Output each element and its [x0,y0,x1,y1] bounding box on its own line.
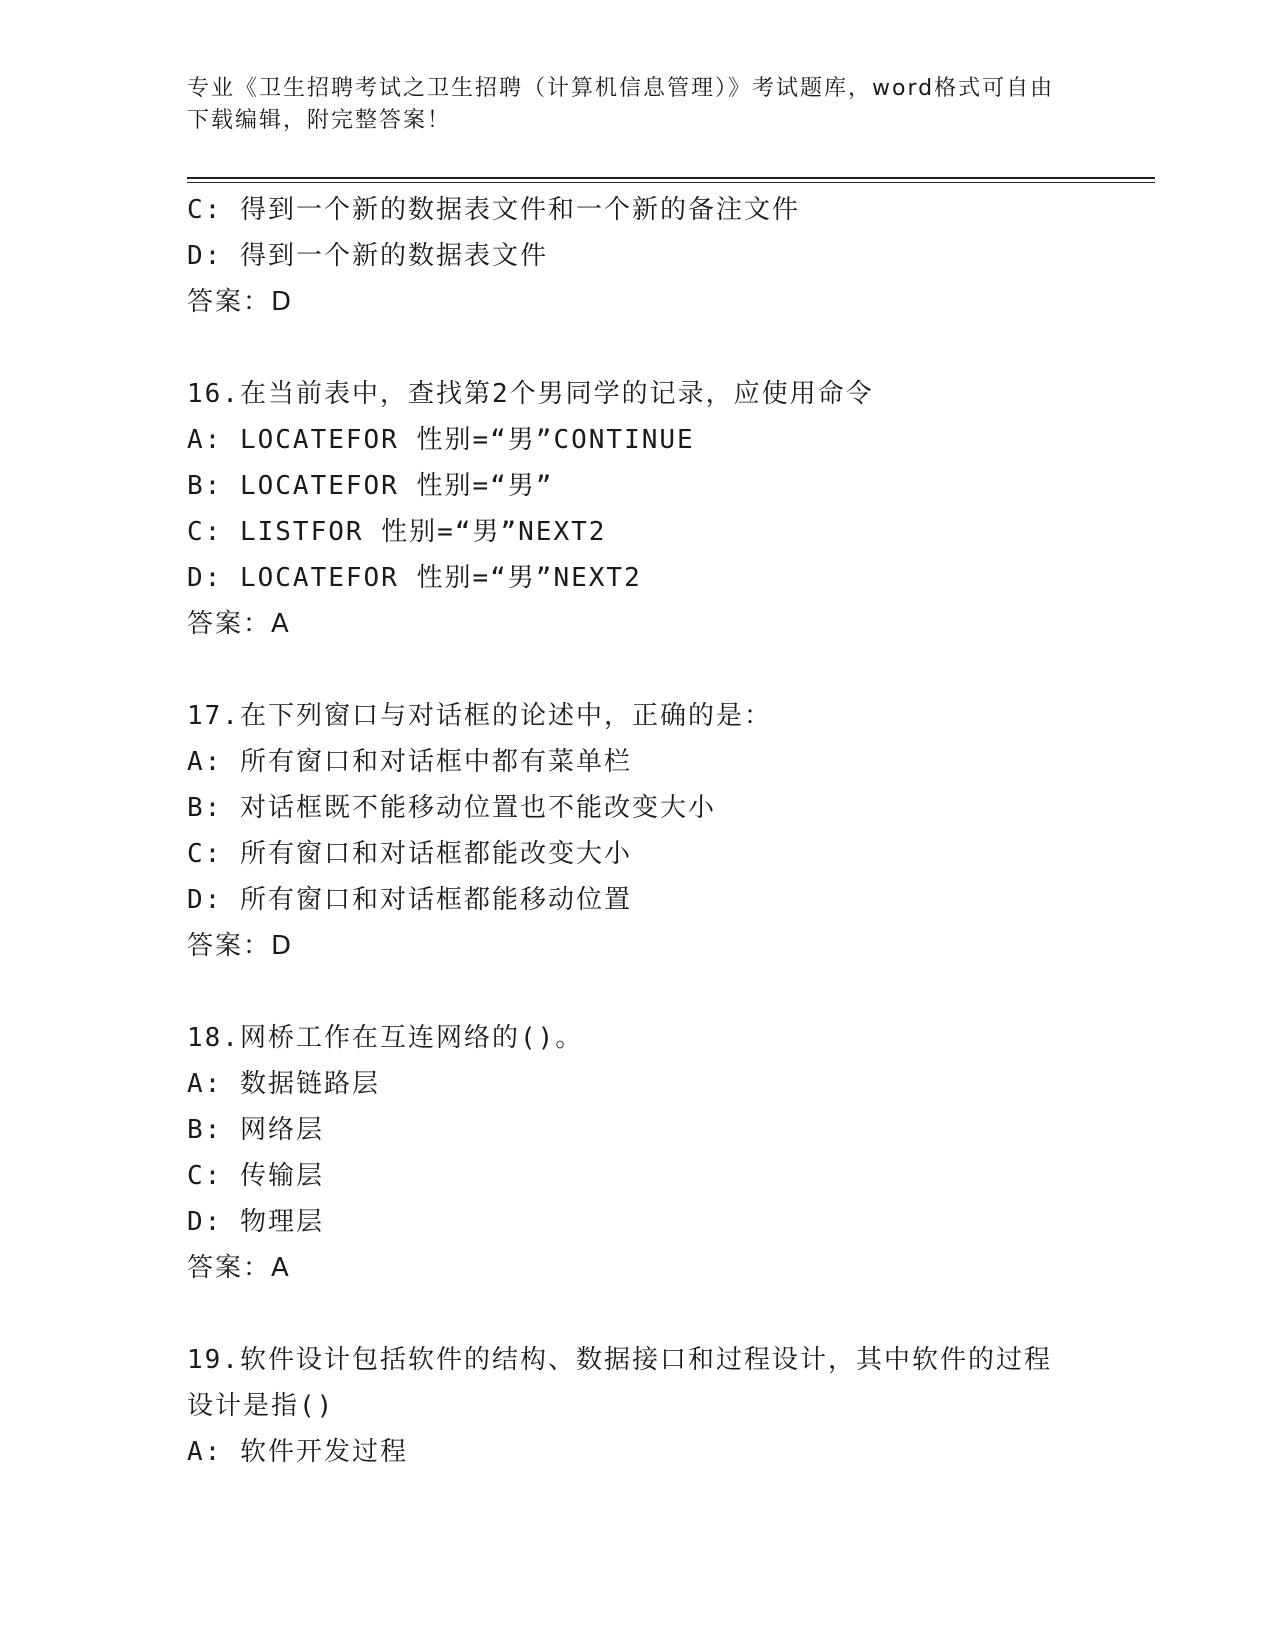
option-a: A: LOCATEFOR 性别=“男”CONTINUE [187,425,695,455]
option-a: A: 数据链路层 [187,1069,380,1099]
option-d: D: 所有窗口和对话框都能移动位置 [187,885,632,915]
header-divider [187,177,1155,179]
document-header [187,73,1067,137]
question-list [187,187,1147,1475]
question-stem: 19.软件设计包括软件的结构、数据接口和过程设计，其中软件的过程 [187,1345,1052,1375]
option-b: B: LOCATEFOR 性别=“男” [187,471,554,501]
answer-text: 答案：D [187,931,294,961]
answer-text: 答案：A [187,609,291,639]
header-text: 专业《卫生招聘考试之卫生招聘（计算机信息管理）》考试题库，word格式可自由下载编辑，附完整答案！ [187,76,1055,133]
option-a: A: 软件开发过程 [187,1437,408,1467]
question-stem: 17.在下列窗口与对话框的论述中，正确的是： [187,701,772,731]
header-divider-thin [187,182,1155,183]
answer-text: 答案：D [187,287,294,317]
question-stem: 18.网桥工作在互连网络的()。 [187,1023,584,1053]
answer-text: 答案：A [187,1253,291,1283]
option-a: A: 所有窗口和对话框中都有菜单栏 [187,747,632,777]
option-c: C: 传输层 [187,1161,324,1191]
option-d: D: 得到一个新的数据表文件 [187,241,548,271]
option-b: B: 对话框既不能移动位置也不能改变大小 [187,793,716,823]
option-d: D: 物理层 [187,1207,324,1237]
option-d: D: LOCATEFOR 性别=“男”NEXT2 [187,563,642,593]
option-c: C: 所有窗口和对话框都能改变大小 [187,839,632,869]
question-stem-continued: 设计是指() [187,1391,335,1421]
option-b: B: 网络层 [187,1115,324,1145]
question-stem: 16.在当前表中，查找第2个男同学的记录，应使用命令 [187,379,874,409]
option-c: C: LISTFOR 性别=“男”NEXT2 [187,517,607,547]
option-c: C: 得到一个新的数据表文件和一个新的备注文件 [187,195,800,225]
